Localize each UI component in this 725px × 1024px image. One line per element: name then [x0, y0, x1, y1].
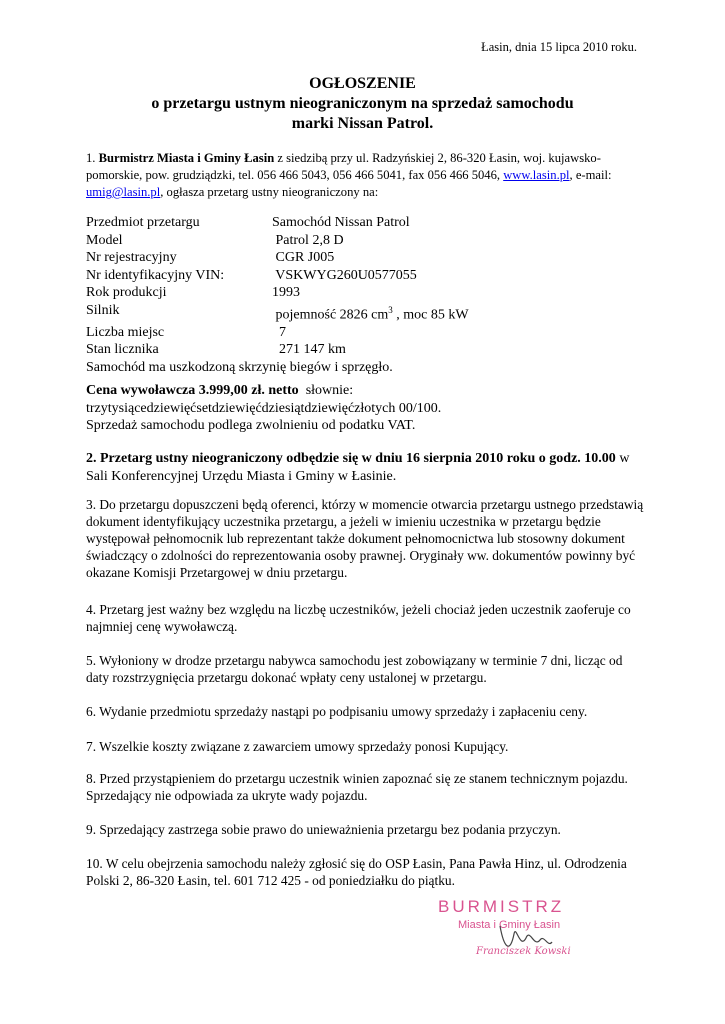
spec-value: VSKWYG260U0577055: [272, 267, 417, 283]
cubic-superscript: 3: [388, 304, 393, 315]
spec-row: [86, 267, 469, 285]
spec-label: Silnik: [86, 302, 120, 318]
spec-row: [86, 324, 469, 342]
engine-power: , moc 85 kW: [392, 307, 469, 323]
section-3: 3. Do przetargu dopuszczeni będą oferenci, którzy w momencie otwarcia przetargu ustnego przedstawią dokument identyfikujący uczestnika przetargu, a jeżeli w imieniu uczestnika w przetargu będzie występował pełnomocnik lub reprezentant także dokument pełnomocnictwa lub stosowny dokument świadczący o zdolności do reprezentowania osoby prawnej. Oryginały ww. dokumentów powinny być okazane Komisji Przetargowej w dniu przetargu.: [86, 497, 644, 580]
stamp-subtitle: Miasta i Gminy Łasin: [458, 919, 561, 931]
section-6: 6. Wydanie przedmiotu sprzedaży nastąpi po podpisaniu umowy sprzedaży i zapłaceniu ceny.: [86, 704, 588, 719]
intro-paragraph: [86, 150, 646, 201]
spec-row: [86, 284, 469, 302]
spec-row: [86, 249, 469, 267]
spec-value: [272, 302, 469, 324]
spec-value: 1993: [272, 285, 300, 300]
issuer-name: Burmistrz Miasta i Gminy Łasin: [98, 151, 275, 165]
stamp-signatory: Franciszek Kowski: [476, 946, 571, 957]
spec-label: Rok produkcji: [86, 285, 167, 300]
spec-label: Nr identyfikacyjny VIN:: [86, 267, 225, 283]
title-line-1: OGŁOSZENIE: [309, 75, 416, 92]
section-5: 5. Wyłoniony w drodze przetargu nabywca samochodu jest zobowiązany w terminie 7 dni, licząc od daty rozstrzygnięcia przetargu dokonać wpłaty ceny ustalonej w przetargu.: [86, 653, 623, 685]
section-7: 7. Wszelkie koszty związane z zawarciem umowy sprzedaży ponosi Kupujący.: [86, 739, 509, 754]
spec-label: Przedmiot przetargu: [86, 215, 200, 230]
price-block: [86, 382, 646, 435]
spec-value: 7: [272, 324, 286, 340]
spec-label: Stan licznika: [86, 342, 159, 358]
price-line: [86, 382, 646, 400]
price-label: słownie:: [298, 383, 354, 398]
spec-row: [86, 232, 469, 250]
spec-row: [86, 341, 469, 359]
mayor-stamp: [430, 888, 630, 968]
email-link[interactable]: umig@lasin.pl: [86, 185, 161, 199]
intro-text-3: , ogłasza przetarg ustny nieograniczony na:: [160, 185, 379, 199]
auction-location: w Sali Konferencyjnej Urzędu Miasta i Gminy w Łasinie.: [86, 451, 630, 484]
vat-note: Sprzedaż samochodu podlega zwolnieniu od podatku VAT.: [86, 418, 416, 433]
vehicle-specs: [86, 214, 469, 376]
section-10: 10. W celu obejrzenia samochodu należy zgłosić się do OSP Łasin, Pana Pawła Hinz, ul. Odrodzenia Polski 2, 86-320 Łasin, tel. 601 712 425 - od poniedziałku do piątku.: [86, 856, 627, 888]
stamp-title: BURMISTRZ: [438, 897, 565, 916]
section-2: [86, 450, 646, 485]
place-date: Łasin, dnia 15 lipca 2010 roku.: [481, 40, 637, 54]
spec-value: CGR J005: [272, 250, 335, 265]
website-link[interactable]: www.lasin.pl: [503, 168, 570, 182]
intro-text-2: , e-mail:: [569, 168, 612, 182]
title-block: [0, 74, 725, 134]
spec-row: [86, 214, 469, 232]
spec-value: 271 147 km: [272, 342, 346, 358]
intro-number: 1.: [86, 151, 99, 165]
price-in-words: trzytysiącedziewięćsetdziewięćdziesiątdziewięćzłotych 00/100.: [86, 400, 442, 416]
spec-value: Patrol 2,8 D: [272, 232, 344, 248]
spec-label: Liczba miejsc: [86, 324, 165, 340]
title-line-2: o przetargu ustnym nieograniczonym na sprzedaż samochodu: [151, 95, 574, 112]
section-8: 8. Przed przystąpieniem do przetargu uczestnik winien zapoznać się ze stanem technicznym pojazdu. Sprzedający nie odpowiada za ukryte wady pojazdu.: [86, 771, 628, 803]
section-4: 4. Przetarg jest ważny bez względu na liczbę uczestników, jeżeli chociaż jeden uczestnik zaoferuje co najmniej cenę wywoławczą.: [86, 602, 631, 634]
intro-text-1: z siedzibą przy ul. Radzyńskiej 2, 86-320 Łasin, woj. kujawsko-pomorskie, pow. grudziądzki, tel. 056 466 5043, 056 466 5041, fax 056 466 5046,: [86, 151, 601, 182]
title-line-3: marki Nissan Patrol.: [291, 115, 434, 132]
spec-label: Nr rejestracyjny: [86, 250, 177, 265]
spec-row: [86, 302, 469, 324]
spec-note: Samochód ma uszkodzoną skrzynię biegów i sprzęgło.: [86, 359, 393, 375]
auction-date: 2. Przetarg ustny nieograniczony odbędzie się w dniu 16 sierpnia 2010 roku o godz. 10.00: [86, 451, 616, 466]
spec-value: Samochód Nissan Patrol: [272, 215, 410, 230]
section-9: 9. Sprzedający zastrzega sobie prawo do unieważnienia przetargu bez podania przyczyn.: [86, 822, 561, 837]
spec-label: Model: [86, 232, 123, 248]
engine-capacity: pojemność 2826 cm: [272, 307, 389, 323]
price-amount: Cena wywoławcza 3.999,00 zł. netto: [86, 383, 299, 398]
